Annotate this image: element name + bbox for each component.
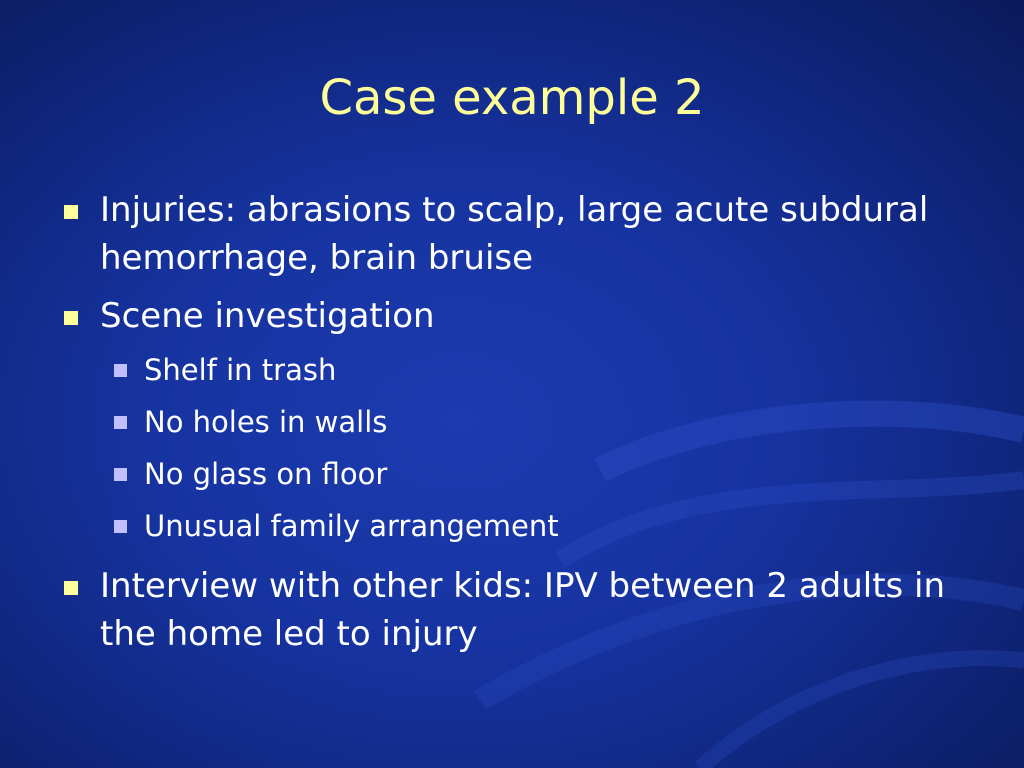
- square-bullet-icon: [114, 468, 127, 481]
- bullet-text: Injuries: abrasions to scalp, large acute subdural hemorrhage, brain bruise: [100, 190, 929, 278]
- square-bullet-icon: [114, 364, 127, 377]
- bullet-list: [62, 186, 962, 668]
- bullet-text: Scene investigation: [100, 296, 435, 336]
- bullet-scene-investigation: [62, 292, 962, 552]
- slide-title: Case example 2: [319, 70, 705, 126]
- sub-bullet-list: [114, 344, 962, 552]
- bullet-text: Interview with other kids: IPV between 2 adults in the home led to injury: [100, 566, 946, 654]
- sub-bullet-text: Unusual family arrangement: [144, 509, 559, 543]
- sub-bullet-glass: [114, 448, 962, 500]
- square-bullet-icon: [114, 520, 127, 533]
- square-bullet-icon: [64, 205, 78, 219]
- sub-bullet-family: [114, 500, 962, 552]
- bullet-interview: [62, 562, 962, 658]
- sub-bullet-text: No holes in walls: [144, 405, 388, 439]
- square-bullet-icon: [114, 416, 127, 429]
- sub-bullet-shelf: [114, 344, 962, 396]
- sub-bullet-text: No glass on floor: [144, 457, 388, 491]
- square-bullet-icon: [64, 311, 78, 325]
- square-bullet-icon: [64, 581, 78, 595]
- sub-bullet-holes: [114, 396, 962, 448]
- sub-bullet-text: Shelf in trash: [144, 353, 337, 387]
- bullet-injuries: [62, 186, 962, 282]
- swirl-arc-4: [700, 658, 1024, 768]
